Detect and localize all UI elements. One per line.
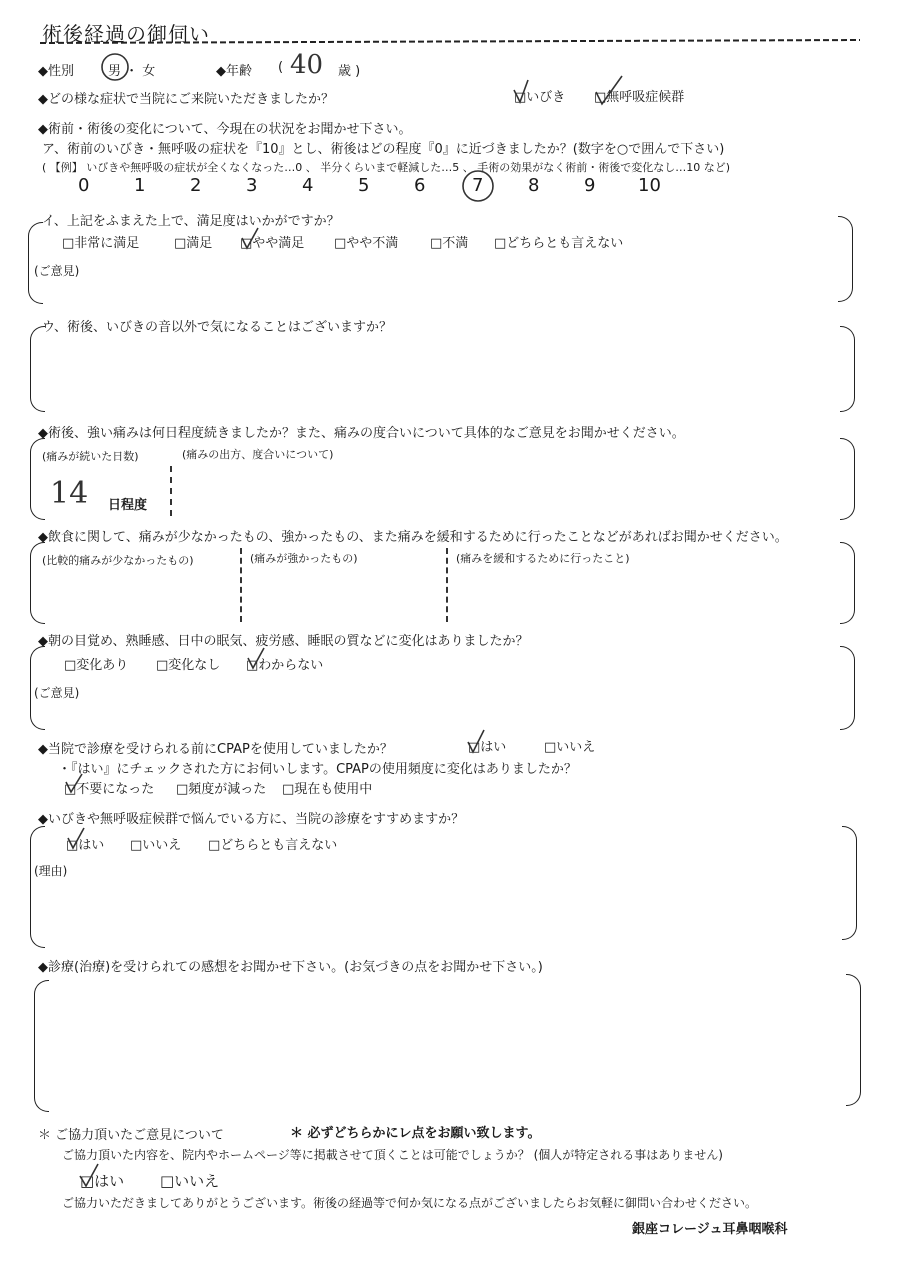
recommend-reason-label: (理由)	[34, 864, 68, 878]
morning-comment-label: (ご意見)	[34, 686, 80, 700]
change-question: ア、術前のいびき・無呼吸の症状を『10』とし、術後はどの程度『0』に近づきましたか？(数字を○で囲んで下さい)	[42, 142, 725, 157]
cpap-option-unneeded[interactable]: □不要になった	[64, 782, 155, 797]
food-question: ◆飲食に関して、痛みが少なかったもの、強かったもの、また痛みを緩和するために行ったことなどがあればお聞かせください。	[38, 530, 788, 545]
recommend-option-neither[interactable]: □どちらとも言えない	[208, 838, 338, 853]
satisfaction-option-dissatisfied[interactable]: □不満	[430, 236, 469, 251]
footer-permission-question: ご協力頂いた内容を、院内やホームページ等に掲載させて頂くことは可能でしょうか？ (個人が特定される事はありません)	[62, 1148, 723, 1162]
food-divider-1	[240, 548, 242, 622]
other-question: ウ、術後、いびきの音以外で気になることはございますか？	[42, 320, 392, 335]
food-col-strong-pain: (痛みが強かったもの)	[250, 552, 358, 565]
footer-note-b: ＊ 必ずどちらかにレ点をお願い致します。	[290, 1126, 541, 1141]
other-bracket-left	[30, 326, 45, 412]
cpap-option-reduced[interactable]: □頻度が減った	[176, 782, 267, 797]
scale-10[interactable]: 10	[638, 175, 661, 196]
pain-question: ◆術後、強い痛みは何日程度続きましたか？また、痛みの度合いについて具体的なご意見をお聞かせください。	[38, 426, 685, 441]
cpap-yes-check-mark	[464, 728, 488, 756]
satisfaction-bracket-right	[838, 216, 853, 302]
scale-9[interactable]: 9	[584, 175, 596, 196]
footer-note-a: ＊ ご協力頂いたご意見について	[38, 1128, 224, 1143]
cpap-option-still-using[interactable]: □現在も使用中	[282, 782, 373, 797]
clinic-name: 銀座コレージュ耳鼻咽喉科	[632, 1222, 788, 1237]
footer-thanks: ご協力いただきましてありがとうございます。術後の経過等で何か気になる点がございましたらお気軽に御問い合わせください。	[62, 1196, 758, 1210]
scale-3[interactable]: 3	[246, 175, 258, 196]
pain-divider	[170, 466, 172, 516]
morning-bracket-right	[840, 646, 855, 730]
page-title: 術後経過の御伺い	[42, 22, 210, 46]
satisfaction-option-neither[interactable]: □どちらとも言えない	[494, 236, 624, 251]
pain-degree-label: (痛みの出方、度合いについて)	[182, 448, 334, 461]
age-value[interactable]: 40	[290, 50, 324, 80]
satisfaction-option-very[interactable]: □非常に満足	[62, 236, 140, 251]
cpap-followup-check-mark	[62, 772, 86, 796]
satisfaction-comment-label: (ご意見)	[34, 264, 80, 278]
title-dashed-rule	[40, 38, 860, 48]
cpap-no[interactable]: □いいえ	[544, 740, 596, 755]
scale-7[interactable]: 7	[472, 175, 484, 196]
morning-question: ◆朝の目覚め、熟睡感、日中の眠気、疲労感、睡眠の質などに変化はありましたか？	[38, 634, 529, 649]
symptom-option-apnea[interactable]: □無呼吸症候群	[594, 90, 685, 105]
satisfaction-option-somewhat-dissatisfied[interactable]: □やや不満	[334, 236, 399, 251]
morning-check-mark	[244, 646, 268, 672]
food-col-relief: (痛みを緩和するために行ったこと)	[456, 552, 630, 565]
satisfaction-option-satisfied[interactable]: □満足	[174, 236, 213, 251]
impression-bracket-left	[34, 980, 49, 1112]
symptom-check-marks	[510, 74, 640, 106]
cpap-question: ◆当院で診療を受けられる前にCPAPを使用していましたか？	[38, 742, 393, 757]
recommend-bracket-left	[30, 826, 45, 948]
pain-days-value[interactable]: 14	[50, 476, 89, 511]
footer-permission-no[interactable]: □いいえ	[160, 1172, 220, 1190]
change-example: ( 【例】 いびきや無呼吸の症状が全くなくなった…0 、 半分くらいまで軽減した…5 、 手術の効果がなく術前・術後で変化なし…10 など)	[42, 161, 731, 174]
footer-permission-check-mark	[76, 1162, 102, 1190]
recommend-bracket-right	[842, 826, 857, 940]
change-header: ◆術前・術後の変化について、今現在の状況をお聞かせ下さい。	[38, 122, 412, 137]
food-divider-2	[446, 548, 448, 622]
age-open-paren: (	[278, 60, 284, 75]
scale-selected-circle	[460, 168, 496, 204]
food-col-less-pain: (比較的痛みが少なかったもの)	[42, 554, 194, 567]
pain-bracket-right	[840, 438, 855, 520]
scale-1[interactable]: 1	[134, 175, 146, 196]
satisfaction-question: イ、上記をふまえた上で、満足度はいかがですか？	[42, 214, 340, 229]
scale-0[interactable]: 0	[78, 175, 90, 196]
impression-question: ◆診療(治療)を受けられての感想をお聞かせ下さい。(お気づきの点をお聞かせ下さい。)	[38, 960, 543, 975]
sex-options[interactable]: 男 ・ 女	[108, 64, 156, 79]
recommend-option-yes[interactable]: □はい	[66, 838, 105, 853]
symptom-question: ◆どの様な症状で当院にご来院いただきましたか？	[38, 92, 334, 107]
scale-2[interactable]: 2	[190, 175, 202, 196]
morning-option-unchanged[interactable]: □変化なし	[156, 658, 221, 673]
morning-option-unknown[interactable]: □わからない	[246, 658, 324, 673]
recommend-check-mark	[64, 826, 88, 852]
recommend-question: ◆いびきや無呼吸症候群で悩んでいる方に、当院の診療をすすめますか？	[38, 812, 465, 827]
pain-days-label: (痛みが続いた日数)	[42, 450, 139, 463]
cpap-yes[interactable]: □はい	[468, 740, 507, 755]
recommend-option-no[interactable]: □いいえ	[130, 838, 182, 853]
footer-permission-yes[interactable]: □はい	[80, 1172, 125, 1190]
other-bracket-right	[840, 326, 855, 412]
scale-6[interactable]: 6	[414, 175, 426, 196]
scale-4[interactable]: 4	[302, 175, 314, 196]
morning-option-changed[interactable]: □変化あり	[64, 658, 129, 673]
age-unit: 歳 )	[338, 64, 361, 79]
sex-circle-mark	[98, 52, 132, 82]
satisfaction-check-mark	[238, 226, 262, 252]
satisfaction-option-somewhat[interactable]: □やや満足	[240, 236, 305, 251]
scale-8[interactable]: 8	[528, 175, 540, 196]
impression-bracket-right	[846, 974, 861, 1106]
scale-5[interactable]: 5	[358, 175, 370, 196]
food-bracket-right	[840, 542, 855, 624]
sex-label: ◆性別	[38, 64, 74, 79]
pain-days-unit: 日程度	[108, 498, 148, 513]
symptom-option-snoring[interactable]: □いびき	[514, 90, 566, 105]
age-label: ◆年齢	[216, 64, 252, 79]
cpap-followup: ・『はい』にチェックされた方にお伺いします。CPAPの使用頻度に変化はありましたか？	[58, 762, 577, 777]
